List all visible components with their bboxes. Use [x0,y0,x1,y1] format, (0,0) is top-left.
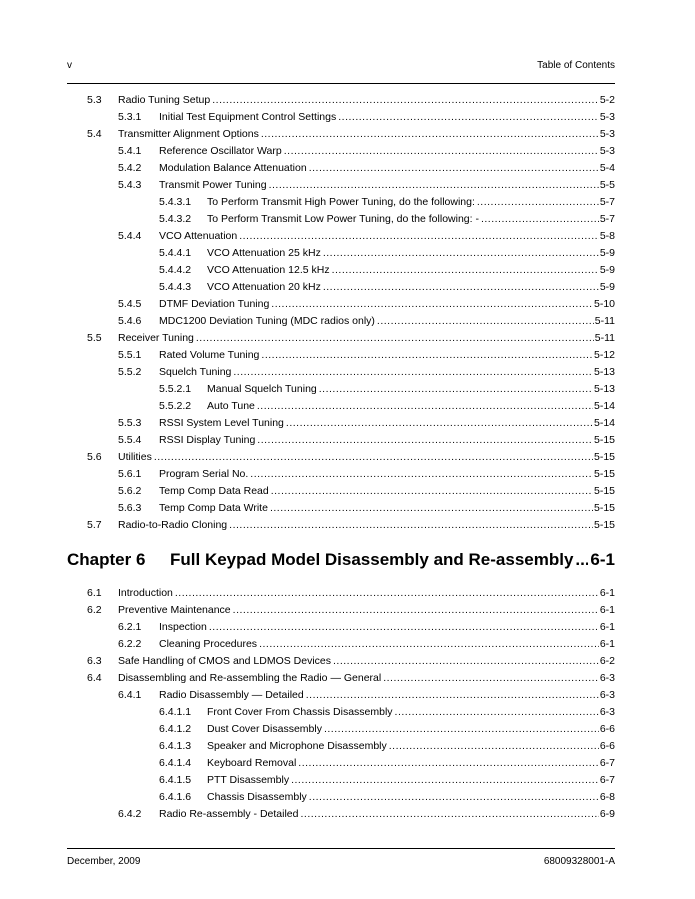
toc-entry-title: Radio Disassembly — Detailed [159,689,304,701]
toc-entry-page: 6-9 [599,808,615,820]
toc-entry-number: 5.4.4.3 [159,281,192,293]
toc-entry-line [159,432,615,449]
toc-entry-page: 5-15 [593,468,615,480]
toc-entry-page: 5-5 [599,179,615,191]
toc-entry-page: 6-3 [599,672,615,684]
toc-entry-number: 6.2 [87,604,102,616]
toc-entry-number: 5.4.5 [118,298,142,310]
toc-entry[interactable] [0,177,695,194]
chapter-number: Chapter 6 [67,550,146,569]
toc-entry[interactable] [0,772,695,789]
leader-dots [261,347,593,364]
toc-entry-title: Safe Handling of CMOS and LDMOS Devices [118,655,332,667]
toc-entry-title: Transmit Power Tuning [159,179,267,191]
toc-entry[interactable] [0,296,695,313]
toc-entry-number: 5.4.3.2 [159,213,192,225]
toc-entry-number: 6.4.1.2 [159,723,192,735]
toc-entry-line [207,789,615,806]
toc-entry-title: To Perform Transmit Low Power Tuning, do the following: - [207,213,479,225]
leader-dots [229,517,593,534]
toc-entry[interactable] [0,449,695,466]
toc-entry[interactable] [0,92,695,109]
toc-entry-title: Squelch Tuning [159,366,232,378]
leader-dots [212,92,599,109]
toc-entry-line [207,398,615,415]
toc-entry-number: 6.4.2 [118,808,142,820]
toc-entry-page: 5-3 [599,145,615,157]
toc-entry-number: 5.5.2.1 [159,383,192,395]
toc-entry[interactable] [0,381,695,398]
toc-entry-page: 6-3 [599,706,615,718]
leader-dots [298,755,599,772]
leader-dots [333,653,599,670]
toc-entry-line [207,194,615,211]
toc-entry-number: 5.4.4.1 [159,247,192,259]
leader-dots [309,160,599,177]
leader-dots [261,126,599,143]
toc-entry-number: 5.4.6 [118,315,142,327]
toc-entry-title: PTT Disassembly [207,774,290,786]
toc-entry-page: 5-9 [599,281,615,293]
toc-entry-line [207,279,615,296]
toc-entry-line [207,262,615,279]
toc-entry-title: VCO Attenuation 20 kHz [207,281,321,293]
toc-entry-title: Temp Comp Data Write [159,502,268,514]
toc-entry-title: Modulation Balance Attenuation [159,162,307,174]
toc-entry-title: Chassis Disassembly [207,791,307,803]
toc-entry-page: 5-15 [593,519,615,531]
toc-entry-page: 5-8 [599,230,615,242]
toc-entry-number: 6.2.2 [118,638,142,650]
toc-entry[interactable] [0,670,695,687]
toc-entry-title: Auto Tune [207,400,255,412]
leader-dots [257,432,593,449]
toc-entry-title: Inspection [159,621,207,633]
toc-entry-number: 5.6 [87,451,102,463]
toc-entry-line [159,160,615,177]
toc-entry-title: Front Cover From Chassis Disassembly [207,706,393,718]
toc-entry-line [118,449,615,466]
toc-entry-title: RSSI Display Tuning [159,434,256,446]
toc-entry-line [118,670,615,687]
toc-entry-line [207,211,615,228]
footer-date: December, 2009 [67,856,141,867]
toc-entry-page: 6-3 [599,689,615,701]
toc-entry[interactable] [0,653,695,670]
toc-entry-line [159,483,615,500]
toc-entry[interactable] [0,228,695,245]
chapter-heading[interactable] [67,548,615,572]
toc-entry[interactable] [0,126,695,143]
toc-entry-title: DTMF Deviation Tuning [159,298,270,310]
toc-entry-page: 5-14 [593,400,615,412]
leader-dots [286,415,593,432]
toc-entry-number: 6.2.1 [118,621,142,633]
leader-dots [250,466,593,483]
toc-entry-number: 5.5.3 [118,417,142,429]
toc-entry[interactable] [0,636,695,653]
toc-entry-line [118,330,615,347]
toc-entry-page: 5-4 [599,162,615,174]
toc-entry[interactable] [0,789,695,806]
toc-entry[interactable] [0,109,695,126]
leader-dots [271,296,593,313]
toc-entry-title: Cleaning Procedures [159,638,258,650]
toc-entry-number: 5.3.1 [118,111,142,123]
leader-dots [269,177,599,194]
toc-entry-page: 6-6 [599,740,615,752]
toc-entry[interactable] [0,500,695,517]
toc-entry[interactable] [0,245,695,262]
toc-entry[interactable] [0,415,695,432]
toc-entry-line [159,415,615,432]
toc-entry-number: 5.4.2 [118,162,142,174]
toc-entry-line [118,126,615,143]
toc-entry-number: 6.4.1.5 [159,774,192,786]
toc-entry-number: 5.6.2 [118,485,142,497]
toc-entry[interactable] [0,398,695,415]
toc-entry[interactable] [0,143,695,160]
toc-entry-line [159,636,615,653]
toc-entry-number: 6.1 [87,587,102,599]
toc-entry[interactable] [0,755,695,772]
toc-entry[interactable] [0,738,695,755]
toc-entry-number: 6.4.1.3 [159,740,192,752]
toc-entry-line [118,517,615,534]
toc-entry-title: Preventive Maintenance [118,604,231,616]
toc-entry-line [207,245,615,262]
toc-entry-number: 5.6.3 [118,502,142,514]
toc-entry-number: 5.4.3 [118,179,142,191]
leader-dots [196,330,594,347]
toc-entry-line [207,755,615,772]
leader-dots [291,772,599,789]
toc-entry-line [118,653,615,670]
toc-entry-page: 5-12 [593,349,615,361]
toc-entry-page: 5-2 [599,94,615,106]
toc-entry-page: 5-14 [593,417,615,429]
leader-dots [395,704,599,721]
toc-entry-title: Receiver Tuning [118,332,194,344]
leader-dots [284,143,599,160]
toc-entry[interactable] [0,194,695,211]
toc-entry-line [207,704,615,721]
toc-entry-number: 5.3 [87,94,102,106]
leader-dots [389,738,599,755]
toc-entry[interactable] [0,806,695,823]
toc-entry-page: 5-15 [593,451,615,463]
toc-entry[interactable] [0,347,695,364]
toc-entry-title: Radio-to-Radio Cloning [118,519,228,531]
toc-entry-title: Manual Squelch Tuning [207,383,317,395]
toc-entry-page: 5-3 [599,128,615,140]
toc-entry-title: Keyboard Removal [207,757,297,769]
toc-entry-number: 5.5.2.2 [159,400,192,412]
leader-dots [481,211,599,228]
toc-entry-page: 6-8 [599,791,615,803]
toc-entry[interactable] [0,279,695,296]
toc-entry[interactable] [0,602,695,619]
toc-entry-page: 5-11 [594,315,615,327]
toc-entry[interactable] [0,160,695,177]
toc-entry-number: 5.5.4 [118,434,142,446]
toc-entry-title: VCO Attenuation 12.5 kHz [207,264,330,276]
toc-entry-page: 5-9 [599,264,615,276]
toc-entry-title: Disassembling and Re-assembling the Radio — General [118,672,382,684]
toc-entry-line [159,109,615,126]
toc-entry-title: Utilities [118,451,152,463]
leader-dots [477,194,599,211]
toc-entry-line [159,228,615,245]
leader-dots [377,313,594,330]
toc-entry-page: 5-7 [599,213,615,225]
toc-entry-number: 5.5.2 [118,366,142,378]
toc-entry-page: 6-7 [599,757,615,769]
toc-entry-title: Radio Re-assembly - Detailed [159,808,299,820]
toc-entry[interactable] [0,330,695,347]
toc-entry-title: RSSI System Level Tuning [159,417,284,429]
toc-entry-title: MDC1200 Deviation Tuning (MDC radios only) [159,315,375,327]
leader-dots [300,806,598,823]
toc-entry-number: 6.4.1.6 [159,791,192,803]
leader-dots [309,789,599,806]
toc-entry[interactable] [0,313,695,330]
toc-entry-number: 5.5 [87,332,102,344]
chapter-title: Full Keypad Model Disassembly and Re-assembly [170,550,574,569]
chapter-page: 6-1 [590,550,615,569]
toc-entry-line [159,364,615,381]
footer-doc-number: 68009328001-A [543,856,615,867]
leader-dots [324,721,599,738]
toc-entry-title: Rated Volume Tuning [159,349,260,361]
toc-entry-number: 5.4.4 [118,230,142,242]
toc-entry-page: 5-9 [599,247,615,259]
toc-entry-number: 6.4 [87,672,102,684]
toc-entry-line [159,296,615,313]
toc-entry-title: Reference Oscillator Warp [159,145,282,157]
toc-entry-number: 6.3 [87,655,102,667]
leader-dots [239,228,599,245]
toc-entry-number: 6.4.1.1 [159,706,192,718]
toc-entry-title: Initial Test Equipment Control Settings [159,111,337,123]
toc-entry-title: Transmitter Alignment Options [118,128,259,140]
toc-entry-title: Dust Cover Disassembly [207,723,322,735]
toc-entry-title: Introduction [118,587,173,599]
toc-entry-number: 5.4.3.1 [159,196,192,208]
toc-entry-line [159,313,615,330]
toc-entry-number: 6.4.1.4 [159,757,192,769]
toc-entry-page: 6-1 [599,638,615,650]
toc-entry-line [159,806,615,823]
toc-entry[interactable] [0,466,695,483]
toc-entry-page: 5-7 [599,196,615,208]
toc-entry-number: 5.7 [87,519,102,531]
leader-dots [323,279,599,296]
toc-entry-title: Speaker and Microphone Disassembly [207,740,387,752]
toc-entry-number: 5.4.1 [118,145,142,157]
toc-entry-title: To Perform Transmit High Power Tuning, do the following: [207,196,475,208]
toc-entry-number: 5.6.1 [118,468,142,480]
toc-entry-page: 5-10 [593,298,615,310]
toc-entry-line [159,347,615,364]
toc-entry-title: VCO Attenuation [159,230,238,242]
toc-entry[interactable] [0,721,695,738]
toc-entry-title: VCO Attenuation 25 kHz [207,247,321,259]
leader-dots [271,483,593,500]
toc-entry-line [207,381,615,398]
page-number-roman: v [67,60,72,71]
leader-dots [306,687,599,704]
leader-dots [233,602,599,619]
page-footer [67,856,615,870]
toc-entry-title: Program Serial No. [159,468,249,480]
header-rule [67,83,615,84]
toc-entry-line [159,687,615,704]
toc-entry-line [159,143,615,160]
leader-dots [209,619,599,636]
toc-entry-line [118,92,615,109]
leader-dots [383,670,599,687]
leader-dots [257,398,593,415]
toc-entry[interactable] [0,517,695,534]
leader-dots [323,245,599,262]
toc-entry-page: 5-13 [593,366,615,378]
toc-entry[interactable] [0,704,695,721]
toc-entry-page: 6-1 [599,621,615,633]
toc-entry-page: 5-13 [593,383,615,395]
toc-entry-page: 6-1 [599,604,615,616]
toc-entry-page: 6-6 [599,723,615,735]
leader-dots [175,585,599,602]
leader-dots [319,381,593,398]
toc-entry-line [159,619,615,636]
leader-dots [154,449,593,466]
toc-entry-page: 5-11 [594,332,615,344]
toc-entry[interactable] [0,687,695,704]
leader-dots [259,636,599,653]
leader-dots [338,109,599,126]
toc-entry-number: 5.4 [87,128,102,140]
toc-entry-page: 6-2 [599,655,615,667]
toc-entry-page: 5-3 [599,111,615,123]
toc-entry[interactable] [0,585,695,602]
footer-rule [67,848,615,849]
toc-entry-line [207,721,615,738]
toc-entry[interactable] [0,432,695,449]
toc-entry-page: 5-15 [593,434,615,446]
toc-entry-line [118,585,615,602]
toc-entry-title: Radio Tuning Setup [118,94,211,106]
toc-entry-page: 5-15 [593,502,615,514]
toc-entry-line [118,602,615,619]
toc-entry-title: Temp Comp Data Read [159,485,269,497]
toc-entry-page: 6-7 [599,774,615,786]
toc-entry-page: 5-15 [593,485,615,497]
toc-entry[interactable] [0,619,695,636]
leader-dots [332,262,599,279]
chapter-leader-dots [575,548,588,572]
page-header [67,60,615,74]
leader-dots [270,500,593,517]
toc-entry[interactable] [0,211,695,228]
toc-entry[interactable] [0,262,695,279]
toc-entry-line [159,500,615,517]
toc-entry-line [159,466,615,483]
toc-entry-number: 5.4.4.2 [159,264,192,276]
header-section-title: Table of Contents [537,60,615,71]
toc-entry-line [159,177,615,194]
toc-entry[interactable] [0,483,695,500]
toc-entry-number: 6.4.1 [118,689,142,701]
toc-entry-line [207,738,615,755]
toc-entry-line [207,772,615,789]
leader-dots [233,364,593,381]
toc-entry-page: 6-1 [599,587,615,599]
toc-entry[interactable] [0,364,695,381]
toc-entry-number: 5.5.1 [118,349,142,361]
